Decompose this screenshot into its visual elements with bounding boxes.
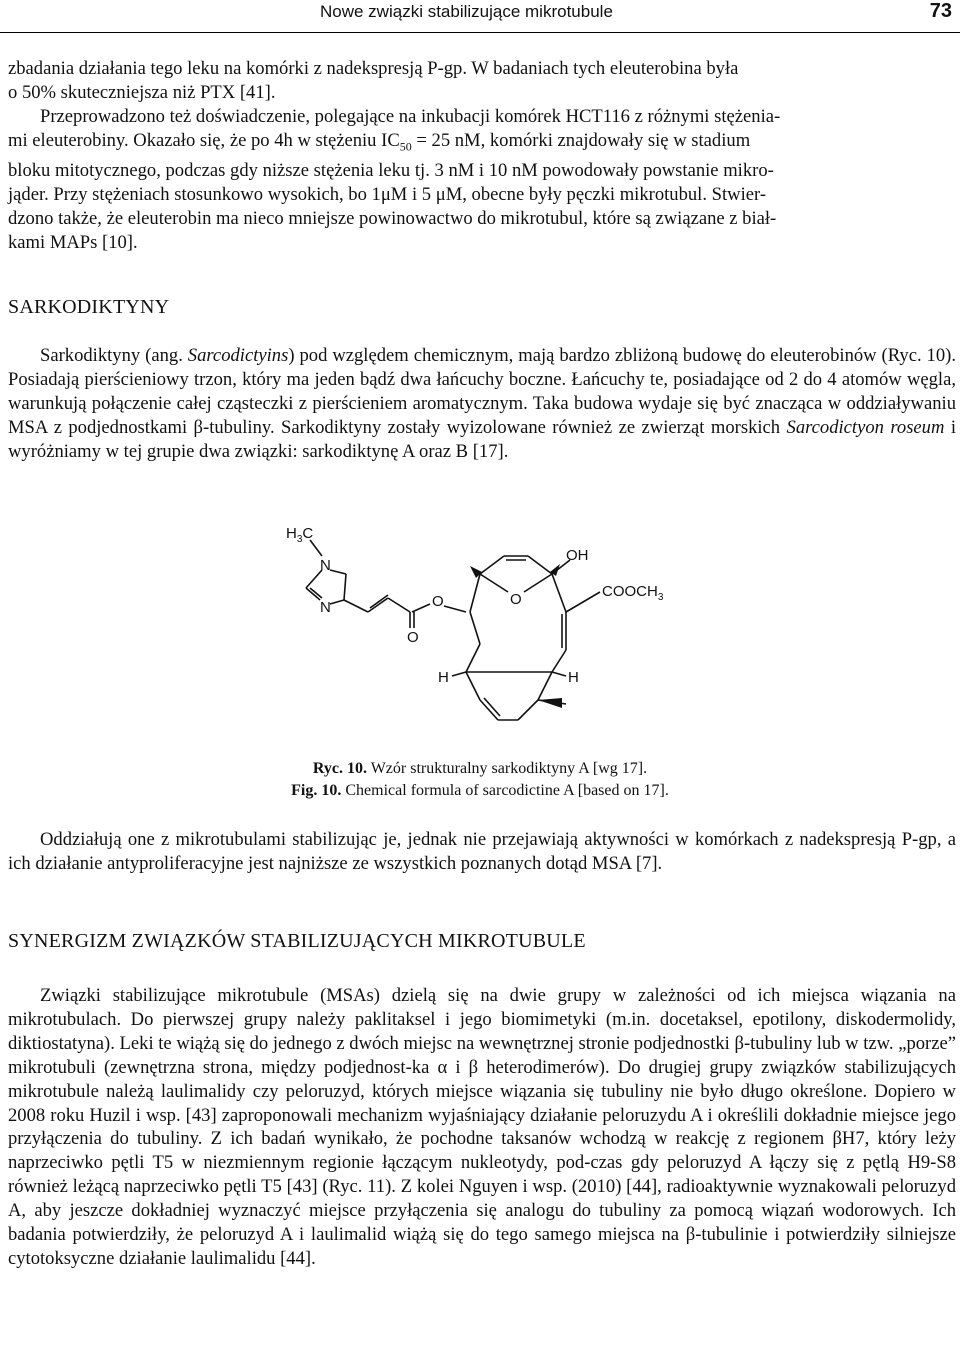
hydrogen-label: H (568, 669, 579, 686)
text-span: ) pod względem chemicznym, mają bardzo zbliżoną budowę do eleuterobinów (Ryc. 10). Posiadają pierścieniowy trzon, który ma jeden bądź dwa łańcuchy boczne. Łańcuchy te, posiadające od 2 do 4 atomów węgla, warunkują połączenie całej cząsteczki z pierścieniem aromatycznym. Taka budowa wydaje się być znacząca w oddziaływaniu MSA z podjednostkami β-tubuliny. Sarkodiktyny zostały wyizolowane również ze zwierząt morskich (8, 345, 956, 438)
subscript-50: 50 (399, 139, 412, 154)
caption-label: Fig. 10. (291, 782, 342, 799)
text-line: o 50% skuteczniejsza niż PTX [41]. (8, 81, 276, 103)
text-span: = 25 nM, komórki znajdowały się w stadium (411, 129, 751, 151)
italic-term: Sarcodictyins (187, 345, 289, 366)
page-number: 73 (929, 0, 952, 22)
caption-label: Ryc. 10. (312, 760, 367, 777)
paragraph-activity (8, 828, 956, 876)
paragraph-body (8, 344, 956, 464)
text-line: bloku mitotycznego, podczas gdy niższe stężenia leku tj. 3 nM i 10 nM powodowały powstanie mikro- (8, 160, 774, 182)
paragraph-eleuterobin (8, 57, 956, 255)
caption-polish (0, 758, 960, 780)
text-line: Przeprowadzono też doświadczenie, polegające na inkubacji komórek HCT116 z różnymi stężenia- (40, 105, 781, 127)
paragraph-sarkodiktyny (8, 344, 956, 464)
paragraph-body: Związki stabilizujące mikrotubule (MSAs) dzielą się na dwie grupy w zależności od ich miejsca wiązania na mikrotubulach. Do pierwszej grupy należy paklitaksel i jego biomimetyki (m.in. docetaksel, epotilony, diskodermolidy, diktiostatyna). Leki te wiążą się do jednego z dwóch miejsc na wewnętrznej stronie podjednostki β-tubuliny lub w tzw. „porze” mikrotubuli (zewnętrzna strona, między podjednost-ka α i β heterodimerów). Do drugiej grupy związków stabilizujących mikrotubule należą laulimalidy czy peloruzyd, których miejsce wiązania się tubuliny nie było długo określone. Dopiero w 2008 roku Huzil i wsp. [43] zaproponowali mechanizm wyjaśniający działanie peloruzydu A i określili dokładnie miejsce jego przyłączenia do tubuliny. Z ich badań wynikało, że pochodne taksanów wchodzą w reakcję z regionem βH7, który leży naprzeciwko pętli T5 w niezmiennym regionie łączącym nukleotydy, pod-czas gdy peloruzyd A łączy się z pętlą H9-S8 również leżącą naprzeciwko pętli T5 [43] (Ryc. 11). Z kolei Nguyen i wsp. (2010) [44], radioaktywnie wyznakowali peloruzyd A, aby jeszcze dokładniej wyznaczyć miejsce przyłączenia się analogu do tubuliny za pomocą wiązań wodorowych. Ich badania potwierdziły, że peloruzyd A i laulimalid wiążą się do tego samego miejsca na β-tubulinie i potwierdziły silniejsze cytotoksyczne działanie laulimalidu [44]. (8, 985, 956, 1269)
nitrogen-label: N (320, 599, 331, 616)
hydrogen-label: H (438, 669, 449, 686)
ester-oxygen-label: O (432, 593, 444, 610)
text-line: dzono także, że eleuterobin ma nieco mniejsze powinowactwo do mikrotubul, które są związane z biał- (8, 208, 777, 230)
caption-text: Chemical formula of sarcodictine A [based on 17]. (341, 782, 669, 799)
sarcodictyin-structure-diagram (270, 508, 730, 738)
ester-group-label: $COOCH_3$ (602, 583, 664, 603)
section-heading-synergizm: SYNERGIZM ZWIĄZKÓW STABILIZUJĄCYCH MIKROTUBULE (8, 930, 586, 952)
text-span: i wyróżniamy w tej grupie dwa związki: sarkodiktynę A oraz B [17]. (8, 416, 956, 462)
text-line: zbadania działania tego leku na komórki z nadekspresją P-gp. W badaniach tych eleuterobina była (8, 58, 739, 79)
caption-text: Wzór strukturalny sarkodiktyny A [wg 17]. (366, 760, 648, 777)
carbonyl-oxygen-label: O (407, 629, 419, 646)
italic-species: Sarcodictyon roseum (786, 416, 945, 438)
ring-oxygen-label: O (510, 591, 522, 608)
text-span: Sarkodiktyny (ang. (40, 345, 188, 366)
caption-english (0, 780, 960, 802)
text-line: kami MAPs [10]. (8, 232, 138, 254)
section-heading-sarkodiktyny: SARKODIKTYNY (8, 296, 170, 318)
paragraph-synergizm (8, 984, 956, 1271)
hydroxyl-label: OH (566, 547, 589, 564)
paragraph-body: Oddziałują one z mikrotubulami stabilizując je, jednak nie przejawiają aktywności w komórkach z nadekspresją P-gp, a ich działanie antyproliferacyjne jest najniższe ze wszystkich poznanych dotąd MSA [7]. (8, 829, 956, 874)
methyl-label: $H_3C$ (286, 525, 314, 545)
nitrogen-label: N (320, 557, 331, 574)
text-line: jąder. Przy stężeniach stosunkowo wysokich, bo 1μM i 5 μM, obecne były pęczki mikrotubul. Stwier- (8, 184, 767, 206)
figure-caption (0, 758, 960, 802)
running-header (0, 0, 960, 33)
text-line (8, 129, 956, 160)
text-span: mi eleuterobiny. Okazało się, że po 4h w stężeniu IC (8, 129, 400, 151)
running-header-title: Nowe związki stabilizujące mikrotubule (320, 2, 613, 21)
